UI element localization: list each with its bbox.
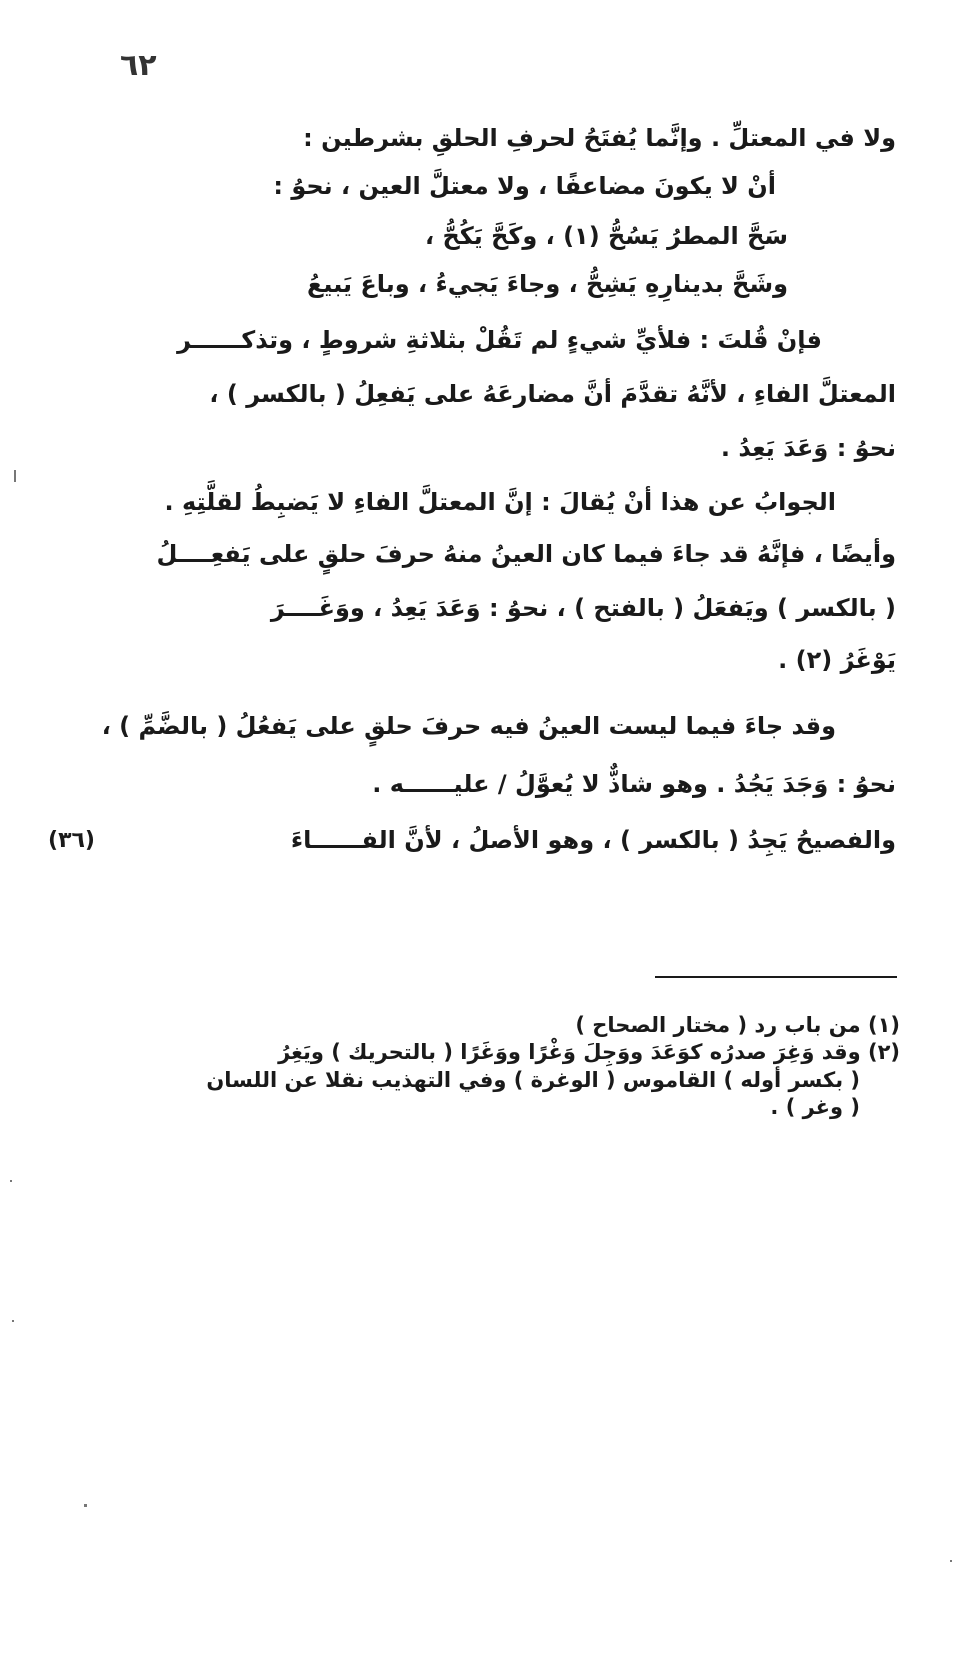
page-number: ٦٢ [120,48,157,83]
footnote-line: ( وغر ) . [770,1094,860,1119]
text-line: سَحَّ المطرُ يَسُحُّ (١) ، وكَحَّ يَكُحُّ ، [424,222,788,250]
text-line: وأيضًا ، فإنَّهُ قد جاءَ فيما كان العينُ منهُ حرفَ حلقٍ على يَفعِــــلُ [156,540,896,568]
text-line: نحوُ : وَجَدَ يَجُدُ . وهو شاذٌّ لا يُعوَّلُ / عليــــــه . [372,770,896,798]
text-line: المعتلَّ الفاءِ ، لأنَّهُ تقدَّمَ أنَّ مضارعَهُ على يَفعِلُ ( بالكسر ) ، [209,380,896,408]
text-line: ( بالكسر ) ويَفعَلُ ( بالفتح ) ، نحوُ : وَعَدَ يَعِدُ ، ووَغَــــرَ [270,594,896,622]
text-line: فإنْ قُلتَ : فلأيِّ شيءٍ لم تَقُلْ بثلاثةِ شروطٍ ، وتذكــــــر [177,326,822,354]
footnote-divider [655,976,897,978]
text-line: أنْ لا يكونَ مضاعفًا ، ولا معتلَّ العين ، نحوُ : [273,172,776,200]
scan-speck [12,1320,14,1322]
margin-reference: (٣٦) [48,828,95,853]
scan-speck [950,1560,952,1562]
text-line: وشَحَّ بدينارِهِ يَشِحُّ ، وجاءَ يَجيءُ ، وباعَ يَبيعُ [307,270,788,298]
scan-speck [10,1180,12,1182]
scan-speck [14,470,16,482]
text-line: نحوُ : وَعَدَ يَعِدُ . [720,434,896,462]
footnote-line: ( بكسر أوله ) القاموس ( الوغرة ) وفي التهذيب نقلا عن اللسان [206,1067,860,1092]
footnotes [170,1012,900,1121]
text-line: الجوابُ عن هذا أنْ يُقالَ : إنَّ المعتلَّ الفاءِ لا يَضبِطُ لقلَّتِهِ . [164,488,836,516]
footnote-line: (٢) وقد وَغِرَ صدرُه كوَعَدَ ووَجِلَ وَغْرًا ووَغَرًا ( بالتحريك ) ويَغِرُ [278,1040,900,1065]
text-line: وقد جاءَ فيما ليست العينُ فيه حرفَ حلقٍ على يَفعُلُ ( بالضَّمِّ ) ، [101,712,836,740]
text-line: والفصيحُ يَجِدُ ( بالكسر ) ، وهو الأصلُ ، لأنَّ الفــــــاءَ [290,826,896,854]
text-line: يَوْغَرُ (٢) . [778,646,896,674]
text-line: ولا في المعتلِّ . وإنَّما يُفتَحُ لحرفِ الحلقِ بشرطين : [303,124,896,152]
footnote-line: (١) من باب رد ( مختار الصحاح ) [575,1013,900,1037]
scan-speck [84,1504,87,1507]
